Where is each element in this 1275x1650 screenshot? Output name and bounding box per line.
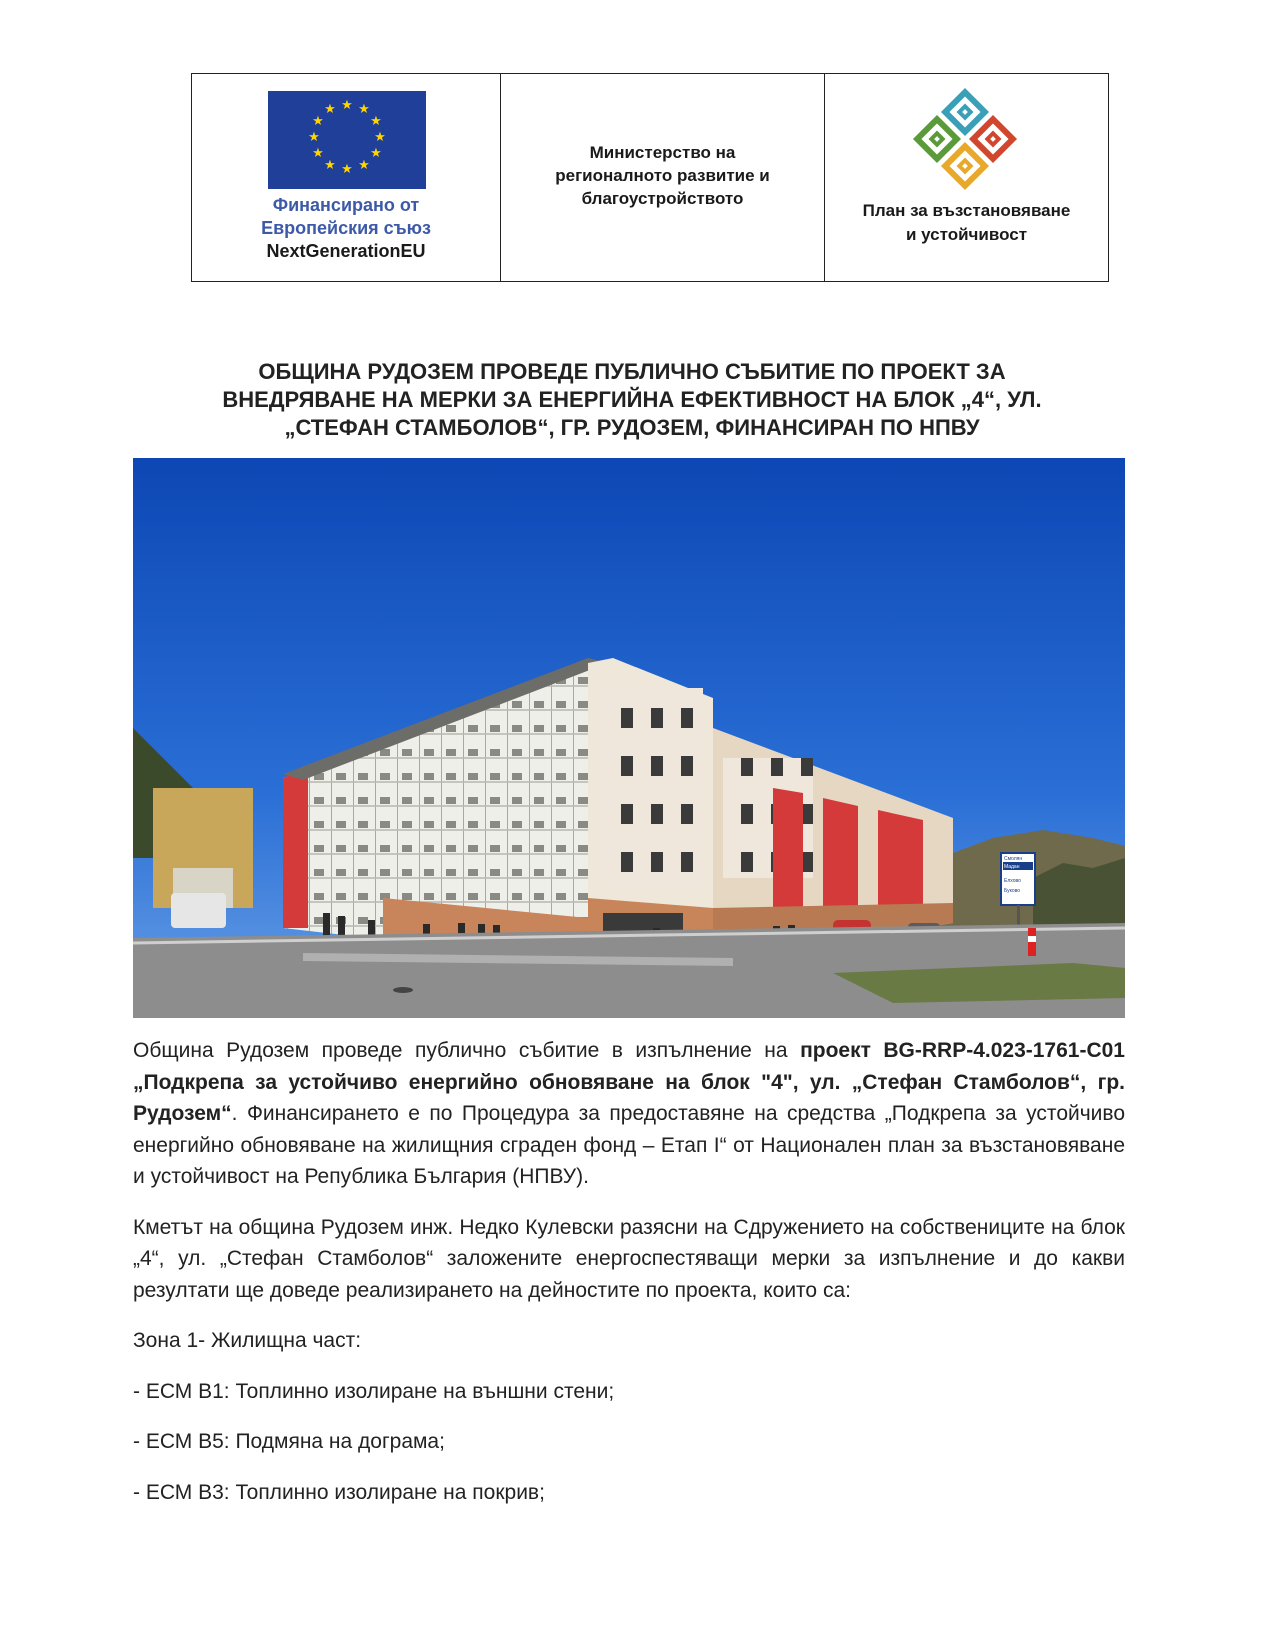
title-line1: ОБЩИНА РУДОЗЕМ ПРОВЕДЕ ПУБЛИЧНО СЪБИТИЕ ПО ПРОЕКТ ЗА — [258, 359, 1006, 384]
intro-text-a: Община Рудозем проведе публично събитие в изпълнение на — [133, 1039, 801, 1062]
mayor-paragraph: Кметът на община Рудозем инж. Недко Кулевски разясни на Сдружението на собствениците на блок „4“, ул. „Стефан Стамболов“ заложените енергоспестяващи мерки за изпълнение и до какви резултати ще доведе реализирането на дейностите по проекта, които са: — [133, 1215, 1125, 1302]
eu-caption-line2: Европейския съюз — [261, 218, 431, 238]
zone-heading: Зона 1- Жилищна част: — [133, 1329, 362, 1352]
intro-paragraph — [133, 1035, 1125, 1193]
ministry-line2: регионалното развитие и — [555, 166, 770, 185]
ministry-line3: благоустройството — [581, 189, 744, 208]
title-line2: ВНЕДРЯВАНЕ НА МЕРКИ ЗА ЕНЕРГИЙНА ЕФЕКТИВНОСТ НА БЛОК „4“, УЛ. — [222, 387, 1042, 412]
svg-text:★: ★ — [341, 162, 353, 177]
measure-item-3: - ЕСМ В3: Топлинно изолиране на покрив; — [133, 1480, 545, 1504]
scaffold-net-left — [283, 768, 308, 928]
svg-text:★: ★ — [324, 158, 336, 173]
ministry-line1: Министерство на — [589, 143, 736, 162]
building-photo — [133, 458, 1125, 1018]
road-sign-text-2: Мадан — [1004, 864, 1020, 870]
van-left — [171, 893, 226, 928]
eu-caption — [192, 194, 500, 263]
svg-text:★: ★ — [312, 114, 324, 129]
title-line3: „СТЕФАН СТАМБОЛОВ“, ГР. РУДОЗЕМ, ФИНАНСИРАН ПО НПВУ — [284, 415, 980, 440]
plan-title-line2: и устойчивост — [905, 225, 1028, 244]
bollard-stripe — [1028, 936, 1036, 942]
svg-text:★: ★ — [341, 98, 353, 113]
road-sign-text-1: Смолян — [1004, 856, 1023, 862]
eu-cell — [192, 74, 501, 281]
page-title — [132, 358, 1132, 442]
svg-text:★: ★ — [370, 114, 382, 129]
plan-title-line1: План за възстановяване — [862, 201, 1071, 220]
svg-text:★: ★ — [308, 130, 320, 145]
eu-stars-icon — [268, 91, 426, 189]
svg-text:★: ★ — [358, 158, 370, 173]
article-body — [133, 1035, 1125, 1508]
svg-text:★: ★ — [374, 130, 386, 145]
measure-item-2: - ЕСМ В5: Подмяна на дограма; — [133, 1430, 445, 1453]
project-reference: проект BG-RRP-4.023-1761-C01 „Подкрепа за устойчиво енергийно обновяване на блок "4", ул. „Стефан Стамболов“, гр. Рудозем“ — [133, 1039, 1125, 1125]
svg-text:★: ★ — [312, 146, 324, 161]
intro-text-c: . Финансирането е по Процедура за предоставяне на средства „Подкрепа за устойчиво енергийно обновяване на жилищния сграден фонд – Етап I“ от Национален план за възстановяване и устойчивост на Република България (НПВУ). — [133, 1102, 1125, 1188]
logo-header-table — [191, 73, 1109, 282]
svg-text:★: ★ — [370, 146, 382, 161]
manhole-cover — [393, 987, 413, 993]
ministry-cell — [501, 74, 825, 281]
eu-flag-logo — [268, 91, 426, 189]
recovery-plan-logo-icon — [905, 84, 1025, 194]
svg-text:★: ★ — [358, 102, 370, 117]
eu-caption-line1: Финансирано от — [272, 195, 420, 215]
measure-item-1: - ЕСМ В1: Топлинно изолиране на външни стени; — [133, 1379, 615, 1403]
road-sign-text-4: Буково — [1004, 888, 1021, 894]
svg-text:★: ★ — [324, 102, 336, 117]
road-sign-text-3: Елхово — [1004, 878, 1021, 884]
ministry-name — [511, 141, 814, 210]
scaffold-net-right-3 — [878, 810, 923, 920]
eu-caption-line3: NextGenerationEU — [266, 241, 426, 261]
recovery-plan-title — [825, 199, 1108, 247]
corner-windows — [603, 688, 703, 888]
recovery-plan-cell — [825, 74, 1108, 281]
